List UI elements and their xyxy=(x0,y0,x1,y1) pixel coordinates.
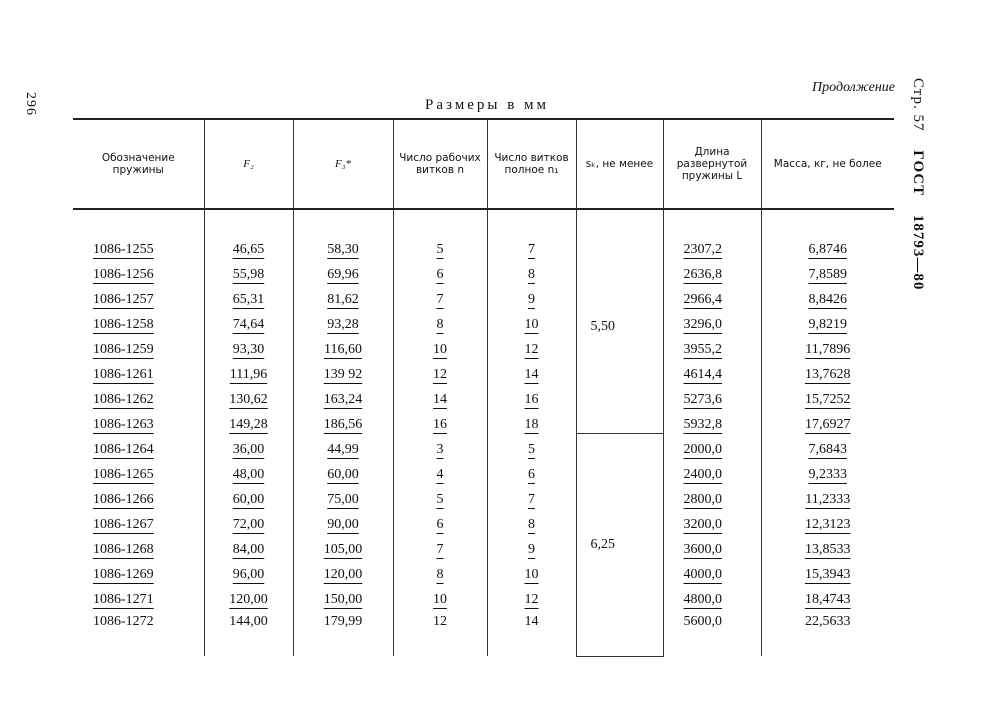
continuation-label: Продолжение xyxy=(812,80,895,95)
spring-dimensions-table xyxy=(73,118,894,657)
length-cell: 2307,2 xyxy=(663,209,761,258)
mass-cell: 18,4743 xyxy=(761,583,894,608)
length-cell: 5932,8 xyxy=(663,408,761,433)
working-coils-cell: 6 xyxy=(393,258,487,283)
total-coils-cell: 9 xyxy=(487,283,576,308)
header-mass: Масса, кг, не более xyxy=(761,119,894,209)
f3-cell: 150,00 xyxy=(293,583,393,608)
f2-cell: 149,28 xyxy=(204,408,293,433)
f3-cell: 81,62 xyxy=(293,283,393,308)
working-coils-cell: 12 xyxy=(393,358,487,383)
mass-cell: 17,6927 xyxy=(761,408,894,433)
table-row xyxy=(73,283,894,308)
f2-cell: 96,00 xyxy=(204,558,293,583)
f2-cell: 144,00 xyxy=(204,608,293,656)
total-coils-cell: 7 xyxy=(487,209,576,258)
length-cell: 2000,0 xyxy=(663,433,761,458)
f3-cell: 69,96 xyxy=(293,258,393,283)
header-working-coils: Число рабочих витков n xyxy=(393,119,487,209)
mass-cell: 9,2333 xyxy=(761,458,894,483)
working-coils-cell: 5 xyxy=(393,209,487,258)
total-coils-cell: 14 xyxy=(487,608,576,656)
total-coils-cell: 8 xyxy=(487,508,576,533)
designation-cell: 1086-1259 xyxy=(93,342,154,357)
mass-cell: 15,3943 xyxy=(761,558,894,583)
f2-cell: 48,00 xyxy=(204,458,293,483)
page-number: 296 xyxy=(23,92,38,116)
side-standard-number: 18793—80 xyxy=(910,214,926,291)
total-coils-cell: 12 xyxy=(487,333,576,358)
length-cell: 5273,6 xyxy=(663,383,761,408)
mass-cell: 7,6843 xyxy=(761,433,894,458)
f3-cell: 90,00 xyxy=(293,508,393,533)
f3-cell: 105,00 xyxy=(293,533,393,558)
table-row xyxy=(73,408,894,433)
length-cell: 4800,0 xyxy=(663,583,761,608)
designation-cell: 1086-1258 xyxy=(93,317,154,332)
total-coils-cell: 12 xyxy=(487,583,576,608)
f2-cell: 74,64 xyxy=(204,308,293,333)
length-cell: 5600,0 xyxy=(663,608,761,656)
f2-cell: 46,65 xyxy=(204,209,293,258)
mass-cell: 11,2333 xyxy=(761,483,894,508)
working-coils-cell: 10 xyxy=(393,333,487,358)
table-row xyxy=(73,558,894,583)
total-coils-cell: 18 xyxy=(487,408,576,433)
total-coils-cell: 7 xyxy=(487,483,576,508)
table-row xyxy=(73,333,894,358)
table-row xyxy=(73,308,894,333)
length-cell: 2966,4 xyxy=(663,283,761,308)
length-cell: 3296,0 xyxy=(663,308,761,333)
table-row xyxy=(73,433,894,458)
mass-cell: 13,7628 xyxy=(761,358,894,383)
total-coils-cell: 10 xyxy=(487,558,576,583)
working-coils-cell: 6 xyxy=(393,508,487,533)
mass-cell: 12,3123 xyxy=(761,508,894,533)
designation-cell: 1086-1272 xyxy=(93,614,154,629)
f2-cell: 93,30 xyxy=(204,333,293,358)
table-row xyxy=(73,258,894,283)
mass-cell: 22,5633 xyxy=(761,608,894,656)
header-designation: Обозначение пружины xyxy=(73,119,204,209)
table-row xyxy=(73,608,894,656)
total-coils-cell: 10 xyxy=(487,308,576,333)
length-cell: 3955,2 xyxy=(663,333,761,358)
length-cell: 2636,8 xyxy=(663,258,761,283)
sk-value-cell: 5,50 xyxy=(576,209,663,433)
working-coils-cell: 8 xyxy=(393,558,487,583)
designation-cell: 1086-1268 xyxy=(93,542,154,557)
f3-cell: 186,56 xyxy=(293,408,393,433)
length-cell: 3200,0 xyxy=(663,508,761,533)
length-cell: 2400,0 xyxy=(663,458,761,483)
total-coils-cell: 8 xyxy=(487,258,576,283)
f2-cell: 60,00 xyxy=(204,483,293,508)
total-coils-cell: 14 xyxy=(487,358,576,383)
designation-cell: 1086-1264 xyxy=(93,442,154,457)
working-coils-cell: 10 xyxy=(393,583,487,608)
working-coils-cell: 7 xyxy=(393,533,487,558)
length-cell: 3600,0 xyxy=(663,533,761,558)
designation-cell: 1086-1265 xyxy=(93,467,154,482)
designation-cell: 1086-1261 xyxy=(93,367,154,382)
table-row xyxy=(73,458,894,483)
total-coils-cell: 16 xyxy=(487,383,576,408)
f3-cell: 116,60 xyxy=(293,333,393,358)
designation-cell: 1086-1257 xyxy=(93,292,154,307)
designation-cell: 1086-1263 xyxy=(93,417,154,432)
designation-cell: 1086-1256 xyxy=(93,267,154,282)
f3-cell: 163,24 xyxy=(293,383,393,408)
working-coils-cell: 3 xyxy=(393,433,487,458)
total-coils-cell: 9 xyxy=(487,533,576,558)
header-sk: sₖ, не менее xyxy=(576,119,663,209)
f3-cell: 60,00 xyxy=(293,458,393,483)
length-cell: 4000,0 xyxy=(663,558,761,583)
table-row xyxy=(73,483,894,508)
mass-cell: 8,8426 xyxy=(761,283,894,308)
mass-cell: 6,8746 xyxy=(761,209,894,258)
f3-cell: 44,99 xyxy=(293,433,393,458)
table-caption: Размеры в мм xyxy=(425,97,550,113)
working-coils-cell: 4 xyxy=(393,458,487,483)
f2-cell: 36,00 xyxy=(204,433,293,458)
f2-cell: 111,96 xyxy=(204,358,293,383)
table-row xyxy=(73,583,894,608)
mass-cell: 7,8589 xyxy=(761,258,894,283)
header-total-coils: Число витков полное n₁ xyxy=(487,119,576,209)
mass-cell: 13,8533 xyxy=(761,533,894,558)
designation-cell: 1086-1255 xyxy=(93,242,154,257)
f3-cell: 93,28 xyxy=(293,308,393,333)
f2-cell: 120,00 xyxy=(204,583,293,608)
length-cell: 4614,4 xyxy=(663,358,761,383)
working-coils-cell: 8 xyxy=(393,308,487,333)
total-coils-cell: 6 xyxy=(487,458,576,483)
working-coils-cell: 7 xyxy=(393,283,487,308)
table-row xyxy=(73,209,894,258)
f3-cell: 75,00 xyxy=(293,483,393,508)
header-developed-length: Длина развернутой пружины L xyxy=(663,119,761,209)
f2-cell: 55,98 xyxy=(204,258,293,283)
f3-cell: 120,00 xyxy=(293,558,393,583)
table-row xyxy=(73,508,894,533)
designation-cell: 1086-1266 xyxy=(93,492,154,507)
f3-cell: 179,99 xyxy=(293,608,393,656)
designation-cell: 1086-1269 xyxy=(93,567,154,582)
side-standard-name: ГОСТ xyxy=(910,150,926,197)
sk-value-cell: 6,25 xyxy=(576,433,663,656)
f2-cell: 65,31 xyxy=(204,283,293,308)
header-f3: F₃* xyxy=(293,119,393,209)
length-cell: 2800,0 xyxy=(663,483,761,508)
standard-side-label xyxy=(909,78,926,304)
total-coils-cell: 5 xyxy=(487,433,576,458)
f2-cell: 72,00 xyxy=(204,508,293,533)
mass-cell: 15,7252 xyxy=(761,383,894,408)
mass-cell: 9,8219 xyxy=(761,308,894,333)
mass-cell: 11,7896 xyxy=(761,333,894,358)
f2-cell: 130,62 xyxy=(204,383,293,408)
working-coils-cell: 12 xyxy=(393,608,487,656)
table-row xyxy=(73,358,894,383)
table-row xyxy=(73,533,894,558)
table-header-row xyxy=(73,119,894,209)
f3-cell: 58,30 xyxy=(293,209,393,258)
side-page-ref: Стр. 57 xyxy=(910,78,926,132)
designation-cell: 1086-1271 xyxy=(93,592,154,607)
working-coils-cell: 14 xyxy=(393,383,487,408)
designation-cell: 1086-1262 xyxy=(93,392,154,407)
working-coils-cell: 5 xyxy=(393,483,487,508)
working-coils-cell: 16 xyxy=(393,408,487,433)
table-row xyxy=(73,383,894,408)
designation-cell: 1086-1267 xyxy=(93,517,154,532)
f3-cell: 139 92 xyxy=(293,358,393,383)
header-f2: F₂ xyxy=(204,119,293,209)
f2-cell: 84,00 xyxy=(204,533,293,558)
